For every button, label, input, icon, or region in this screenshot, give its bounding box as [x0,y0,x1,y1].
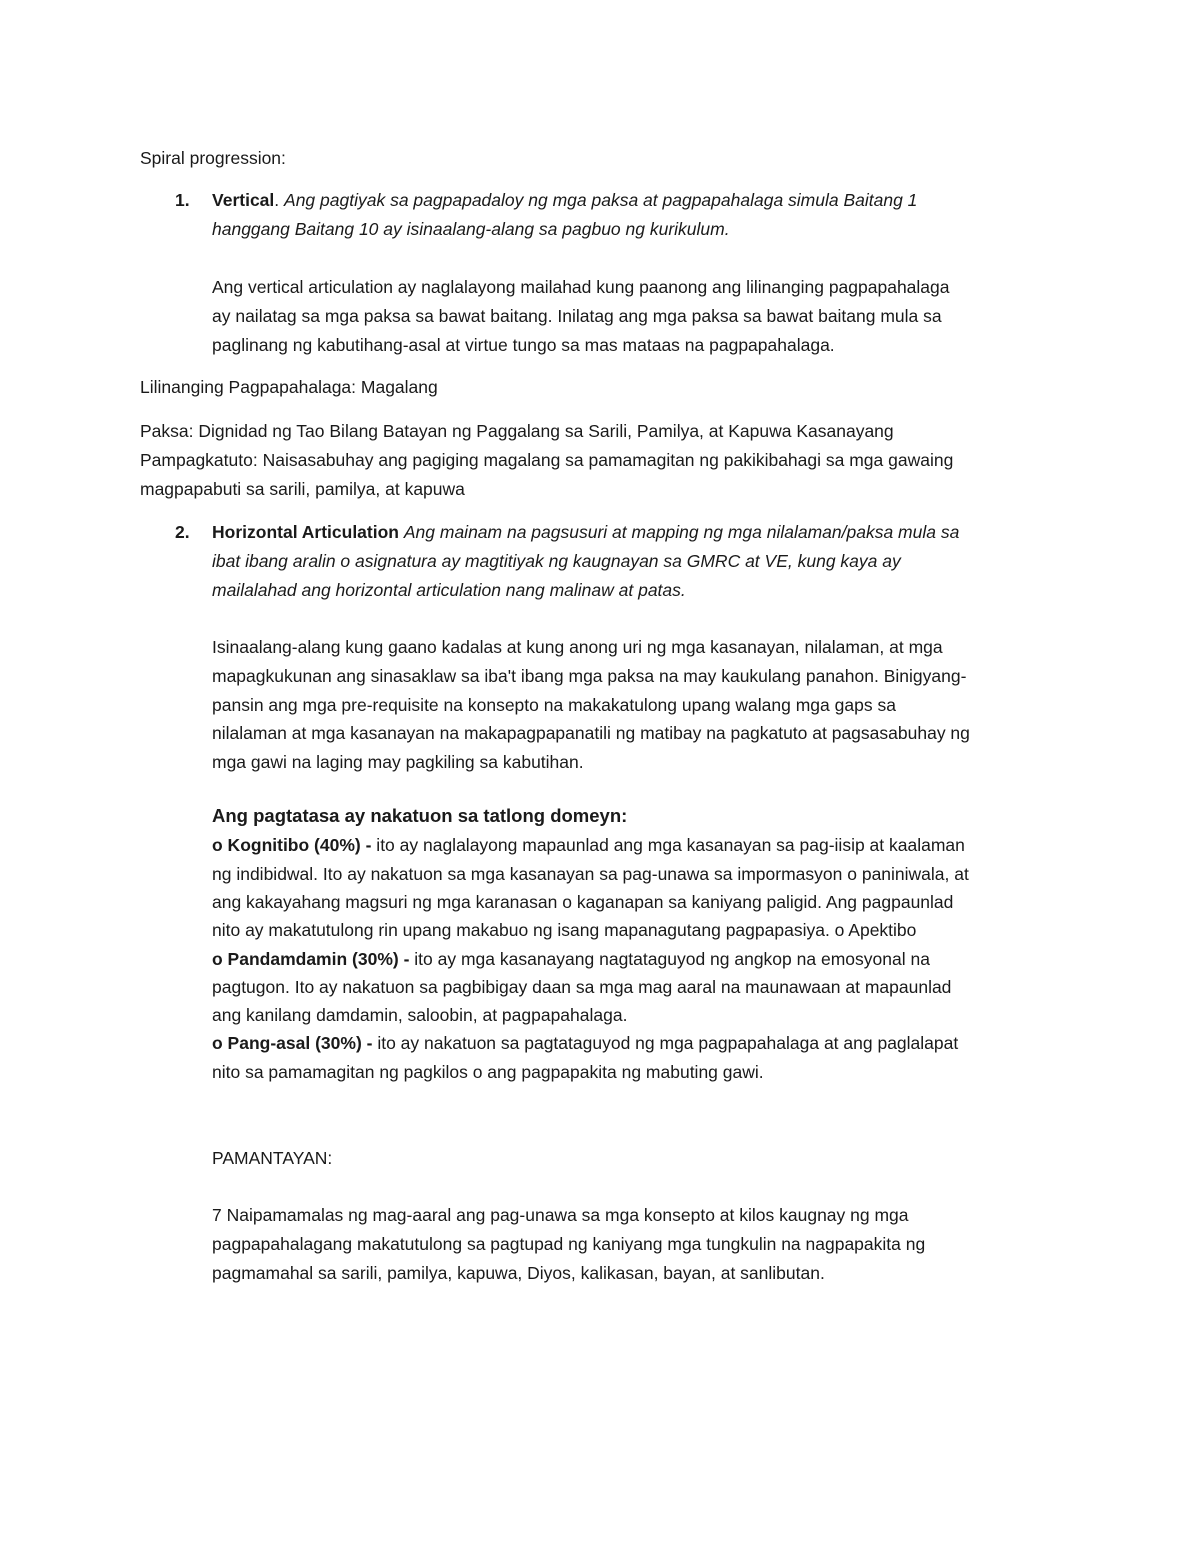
pandamdamin-line-3: ang kanilang damdamin, saloobin, at pagpapahalaga. [212,1005,628,1025]
vertical-italic-1: Ang pagtiyak sa pagpapadaloy ng mga paksa at pagpapahalaga simula Baitang 1 [284,190,918,210]
vertical-term: Vertical [212,190,275,210]
horizontal-paragraph-4: nilalaman at mga kasanayan na makapagpapanatili ng matibay na pagkatuto at pagsasabuhay ng [212,723,970,743]
list-number-1: 1. [175,190,190,210]
pandamdamin-line-1 [212,945,930,974]
assessment-heading: Ang pagtatasa ay nakatuon sa tatlong domeyn: [212,805,628,826]
pamantayan-line-3: pagmamahal sa sarili, pamilya, kapuwa, Diyos, kalikasan, bayan, at sanlibutan. [212,1263,825,1283]
vertical-line-1 [212,186,917,215]
kognitibo-line-4: nito ay makatutulong rin upang makabuo ng isang mapanagutang pagpapasiya. o Apektibo [212,920,917,940]
vertical-term-suffix: . [274,190,280,210]
pamantayan-line-2: pagpapahalagang makatutulong sa pagtupad ng kaniyang mga tungkulin na nagpapakita ng [212,1234,926,1254]
pangasal-line-2: nito sa pamamagitan ng pagkilos o ang pagpapakita ng mabuting gawi. [212,1062,764,1082]
pandamdamin-label: o Pandamdamin (30%) - [212,949,410,969]
kognitibo-first: ito ay naglalayong mapaunlad ang mga kasanayan sa pag-iisip at kaalaman [371,835,965,855]
horizontal-paragraph-2: mapagkukunan ang sinasaklaw sa iba't ibang mga paksa na may kaukulang panahon. Binigyang- [212,666,967,686]
kognitibo-line-1 [212,831,965,860]
pamantayan-line-1: 7 Naipamamalas ng mag-aaral ang pag-unawa sa mga konsepto at kilos kaugnay ng mga [212,1205,909,1225]
vertical-italic-2: hanggang Baitang 10 ay isinaalang-alang sa pagbuo ng kurikulum. [212,219,730,239]
paksa-line-3: magpapabuti sa sarili, pamilya, at kapuwa [140,479,465,499]
horizontal-paragraph-1: Isinaalang-alang kung gaano kadalas at kung anong uri ng mga kasanayan, nilalaman, at mga [212,637,943,657]
horizontal-italic-3: mailalahad ang horizontal articulation nang malinaw at patas. [212,580,686,600]
horizontal-line-1 [212,518,959,547]
lilinanging-line: Lilinanging Pagpapahalaga: Magalang [140,377,438,397]
kognitibo-label: o Kognitibo (40%) - [212,835,372,855]
pandamdamin-first: ito ay mga kasanayang nagtataguyod ng angkop na emosyonal na [409,949,930,969]
pangasal-first: ito ay nakatuon sa pagtataguyod ng mga pagpapahalaga at ang paglalapat [372,1033,959,1053]
horizontal-italic-1: Ang mainam na pagsusuri at mapping ng mga nilalaman/paksa mula sa [403,522,960,542]
paksa-line-1: Paksa: Dignidad ng Tao Bilang Batayan ng Paggalang sa Sarili, Pamilya, at Kapuwa Kasanayang [140,421,894,441]
horizontal-paragraph-3: pansin ang mga pre-requisite na konsepto na makakatulong upang walang mga gaps sa [212,695,896,715]
vertical-paragraph-2: ay nailatag sa mga paksa sa bawat baitang. Inilatag ang mga paksa sa bawat baitang mula sa [212,306,942,326]
kognitibo-line-3: ang kakayahang magsuri ng mga karanasan o kaganapan sa kaniyang paligid. Ang pagpaunlad [212,892,954,912]
horizontal-term: Horizontal Articulation [212,522,399,542]
vertical-paragraph-3: paglinang ng kabutihang-asal at virtue tungo sa mas mataas na pagpapahalaga. [212,335,835,355]
spiral-title: Spiral progression: [140,148,286,168]
paksa-line-2: Pampagkatuto: Naisasabuhay ang pagiging magalang sa pamamagitan ng pakikibahagi sa mga gawaing [140,450,954,470]
vertical-paragraph-1: Ang vertical articulation ay naglalayong mailahad kung paanong ang lilinanging pagpapahalaga [212,277,950,297]
pangasal-line-1 [212,1029,958,1058]
horizontal-paragraph-5: mga gawi na laging may pagkiling sa kabutihan. [212,752,584,772]
kognitibo-line-2: ng indibidwal. Ito ay nakatuon sa mga kasanayan sa pag-unawa sa impormasyon o paniniwala, at [212,864,969,884]
pandamdamin-line-2: pagtugon. Ito ay nakatuon sa pagbibigay daan sa mga mag aaral na maunawaan at mapaunlad [212,977,952,997]
horizontal-italic-2: ibat ibang aralin o asignatura ay magtitiyak ng kaugnayan sa GMRC at VE, kung kaya ay [212,551,901,571]
pamantayan-title: PAMANTAYAN: [212,1148,333,1168]
pangasal-label: o Pang-asal (30%) - [212,1033,373,1053]
list-number-2: 2. [175,522,190,542]
